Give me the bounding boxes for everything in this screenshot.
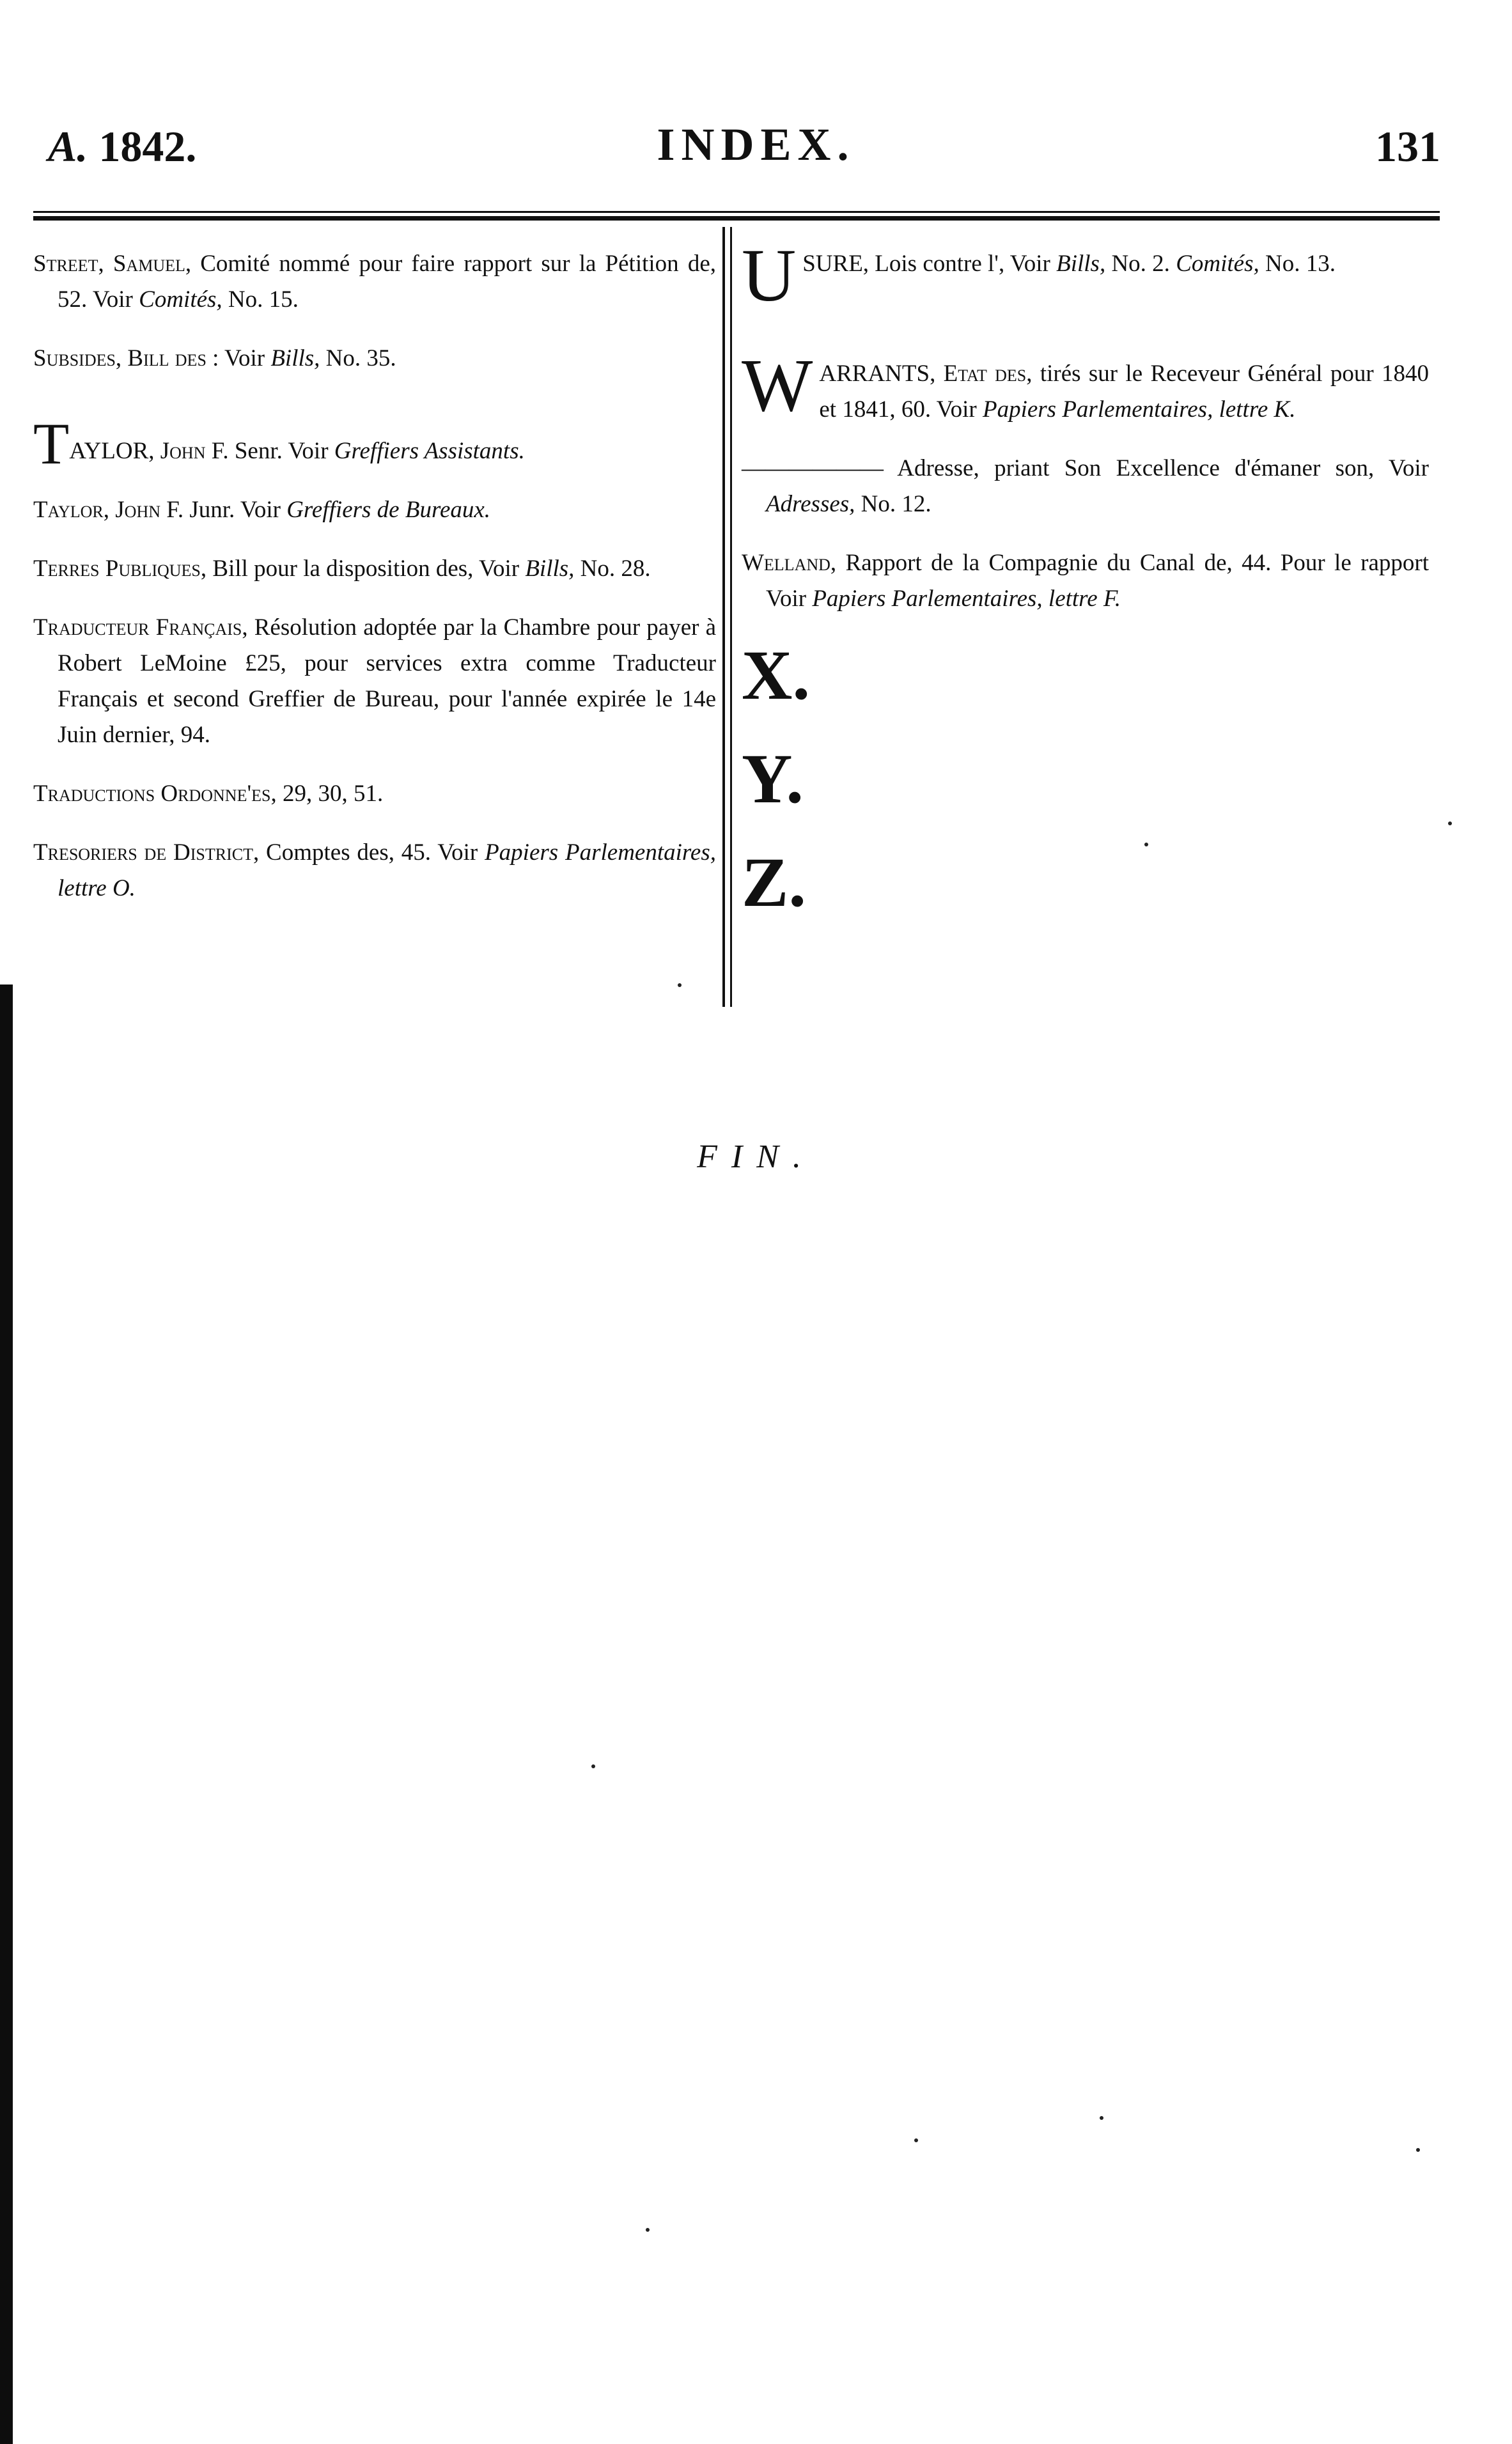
scan-speck	[678, 983, 682, 987]
column-divider	[722, 227, 725, 1007]
index-entry: WARRANTS, Etat des, tirés sur le Receveur Général pour 1840 et 1841, 60. Voir Papiers Parlementaires, lettre K.	[742, 343, 1430, 427]
index-entry: Subsides, Bill des : Voir Bills, No. 35.	[33, 345, 396, 371]
scan-speck	[914, 2138, 918, 2142]
right-column	[742, 233, 1430, 951]
page-number: 131	[1375, 122, 1440, 171]
scan-page-edge	[0, 985, 13, 2444]
index-entry: USURE, Lois contre l', Voir Bills, No. 2. Comités, No. 13.	[742, 233, 1336, 317]
index-entry: Traductions Ordonne'es, 29, 30, 51.	[33, 781, 384, 807]
scan-speck	[591, 1764, 595, 1768]
section-letter-z: Z.	[742, 843, 806, 921]
index-entry: Street, Samuel, Comité nommé pour faire rapport sur la Pétition de, 52. Voir Comités, No. 15.	[33, 251, 716, 313]
scan-speck	[646, 2228, 650, 2232]
index-entry: TAYLOR, John F. Senr. Voir Greffiers Assistants.	[33, 411, 525, 476]
page-title: INDEX.	[657, 119, 855, 170]
index-entry: —————— Adresse, priant Son Excellence d'émaner son, Voir Adresses, No. 12.	[742, 455, 1429, 517]
header-rule	[33, 211, 1440, 213]
scan-speck	[1100, 2116, 1103, 2120]
index-entry: Welland, Rapport de la Compagnie du Canal de, 44. Pour le rapport Voir Papiers Parlementaires, lettre F.	[742, 550, 1429, 612]
left-column	[33, 246, 716, 930]
scan-speck	[1144, 843, 1148, 846]
index-entry: Tresoriers de District, Comptes des, 45. Voir Papiers Parlementaires, lettre O.	[33, 839, 716, 901]
column-divider-double	[730, 227, 732, 1007]
scan-speck	[1448, 821, 1452, 825]
index-entry: Taylor, John F. Junr. Voir Greffiers de Bureaux.	[33, 497, 491, 523]
scan-speck	[1416, 2148, 1420, 2152]
section-letter-x: X.	[742, 636, 810, 714]
header-year: A. 1842.	[48, 122, 197, 171]
index-entry: Traducteur Français, Résolution adoptée par la Chambre pour payer à Robert LeMoine £25, pour services extra comme Traducteur Français et second Greffier de Bureau, pour l'année expirée le 14e Juin dernier, 94.	[33, 614, 716, 748]
section-letter-y: Y.	[742, 740, 804, 818]
header-rule-thick	[33, 216, 1440, 221]
fin-text: FIN.	[697, 1139, 815, 1175]
index-entry: Terres Publiques, Bill pour la disposition des, Voir Bills, No. 28.	[33, 556, 651, 582]
